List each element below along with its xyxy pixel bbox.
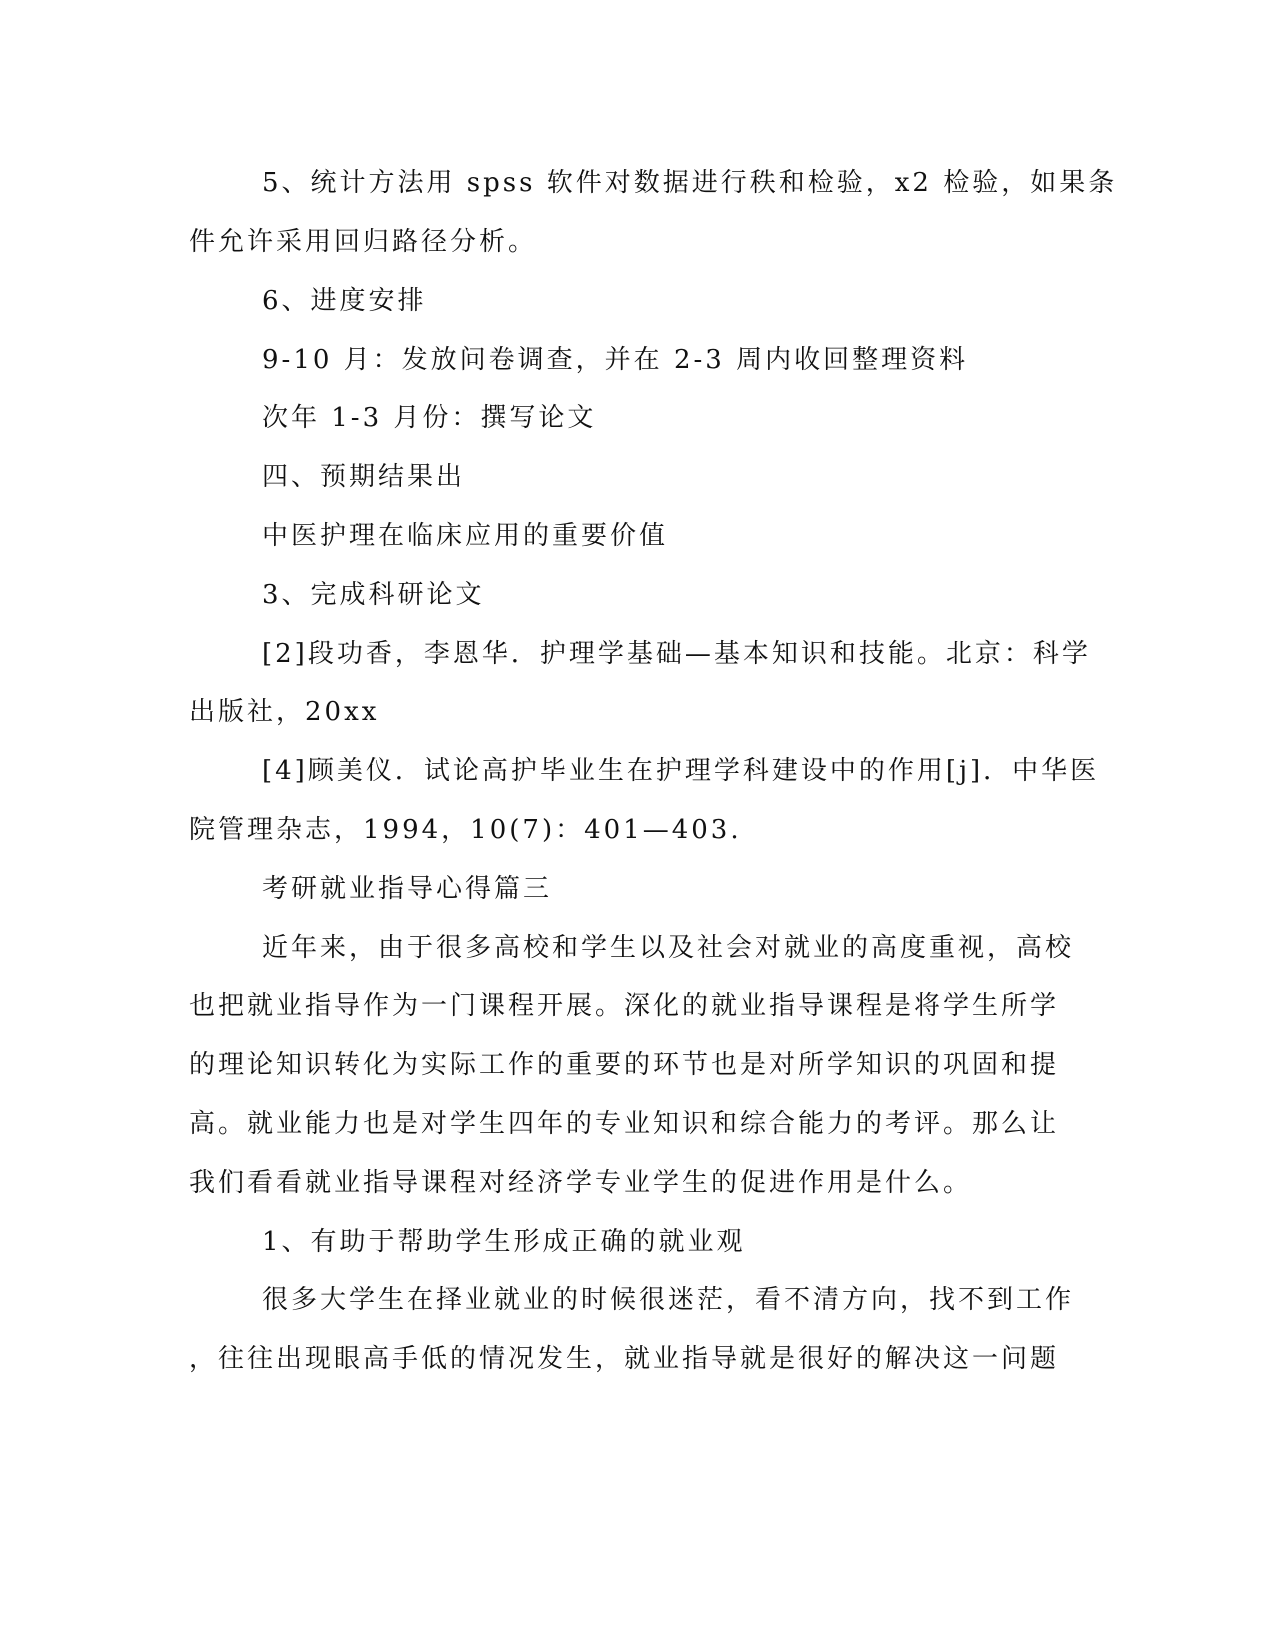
text-line: 次年 1-3 月份：撰写论文 (262, 403, 597, 433)
text-line: 5、统计方法用 spss 软件对数据进行秩和检验，x2 检验，如果条 (262, 168, 1118, 198)
section-heading: 6、进度安排 (262, 286, 427, 316)
text-line: 件允许采用回归路径分析。 (189, 227, 538, 257)
reference-line: 出版社，20xx (189, 697, 380, 727)
text-line: 近年来，由于很多高校和学生以及社会对就业的高度重视，高校 (262, 933, 1075, 963)
text-line: ，往往出现眼高手低的情况发生，就业指导就是很好的解决这一问题 (189, 1344, 1060, 1374)
text-line: 中医护理在临床应用的重要价值 (262, 521, 669, 551)
reference-line: [2]段功香，李恩华．护理学基础—基本知识和技能。北京：科学 (262, 639, 1091, 669)
section-heading: 1、有助于帮助学生形成正确的就业观 (262, 1227, 746, 1257)
text-line: 的理论知识转化为实际工作的重要的环节也是对所学知识的巩固和提 (189, 1050, 1060, 1080)
text-line: 9-10 月：发放问卷调查，并在 2-3 周内收回整理资料 (262, 345, 969, 375)
text-line: 也把就业指导作为一门课程开展。深化的就业指导课程是将学生所学 (189, 991, 1060, 1021)
section-heading: 3、完成科研论文 (262, 580, 485, 610)
section-heading: 四、预期结果出 (262, 462, 466, 492)
reference-line: [4]顾美仪．试论高护毕业生在护理学科建设中的作用[j]．中华医 (262, 756, 1100, 786)
article-title: 考研就业指导心得篇三 (262, 874, 553, 904)
text-line: 高。就业能力也是对学生四年的专业知识和综合能力的考评。那么让 (189, 1109, 1060, 1139)
reference-line: 院管理杂志，1994，10(7)：401—403. (189, 815, 742, 845)
text-line: 很多大学生在择业就业的时候很迷茫，看不清方向，找不到工作 (262, 1285, 1075, 1315)
text-line: 我们看看就业指导课程对经济学专业学生的促进作用是什么。 (189, 1168, 973, 1198)
